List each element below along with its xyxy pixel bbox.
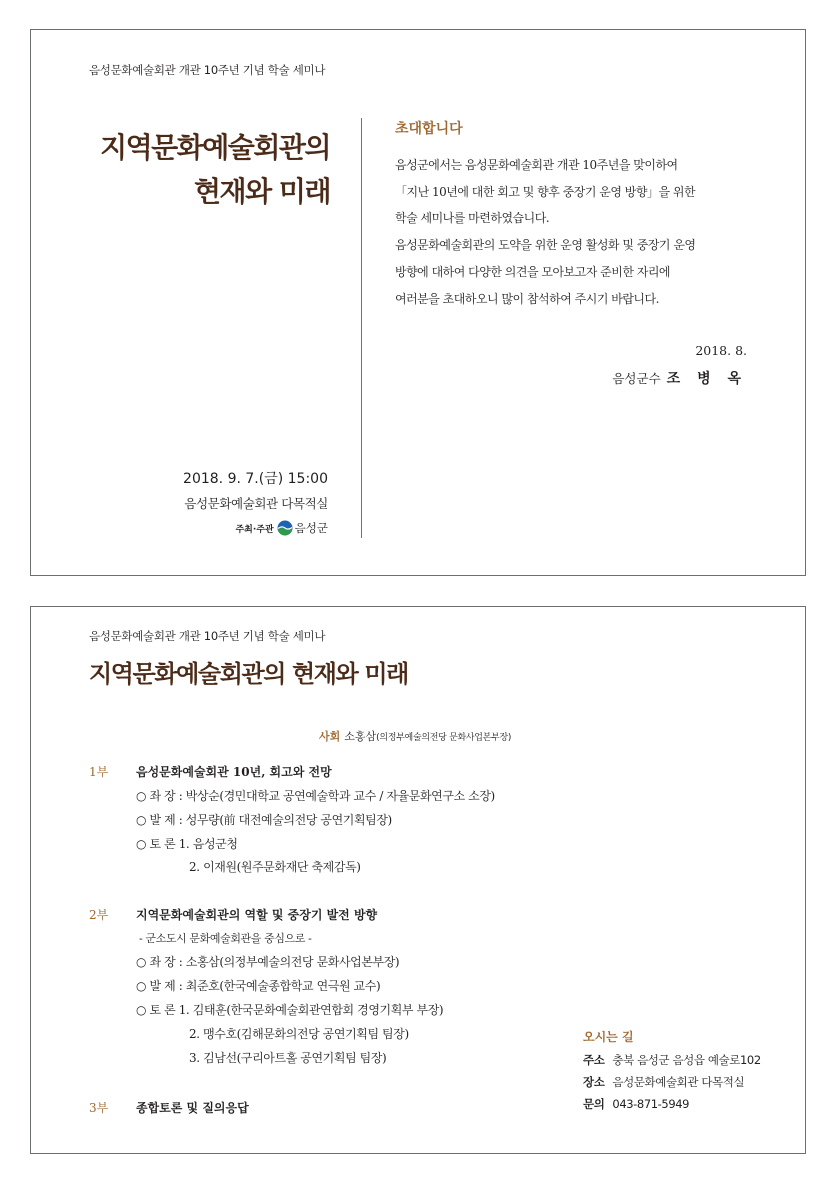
- program-series-label: 음성문화예술회관 개관 10주년 기념 학술 세미나: [89, 629, 326, 643]
- invitation-date: 2018. 8.: [695, 343, 747, 358]
- moderator: [319, 728, 511, 744]
- directions-place: [583, 1074, 744, 1090]
- moderator-label: 사회: [319, 730, 341, 743]
- invitation-body-line: 음성문화예술회관의 도약을 위한 운영 활성화 및 중장기 운영: [395, 238, 696, 253]
- directions-address: [583, 1052, 761, 1068]
- part1-label: 1부: [89, 765, 109, 779]
- event-venue: 음성문화예술회관 다목적실: [184, 496, 328, 511]
- part2-label: 2부: [89, 908, 109, 922]
- part2-discussion2: 2. 맹수호(김해문화의전당 공연기획팀 팀장): [189, 1027, 409, 1041]
- sender-name: 조 병 옥: [666, 371, 747, 387]
- invitation-body-line: 방향에 대하여 다양한 의견을 모아보고자 준비한 자리에: [395, 264, 671, 279]
- invitation-body-line: 음성군에서는 음성문화예술회관 개관 10주년을 맞이하여: [395, 158, 678, 172]
- invitation-card: [30, 29, 806, 576]
- seminar-series-label: 음성문화예술회관 개관 10주년 기념 학술 세미나: [89, 63, 326, 77]
- address-label: 주소: [583, 1053, 605, 1067]
- part1-title: 음성문화예술회관 10년, 회고와 전망: [136, 765, 332, 779]
- part2-subtitle: - 군소도시 문화예술회관을 중심으로 -: [139, 932, 312, 945]
- program-title: 지역문화예술회관의 현재와 미래: [89, 659, 408, 688]
- moderator-affiliation: (의정부예술의전당 문화사업본부장): [376, 733, 512, 743]
- event-datetime: 2018. 9. 7.(금) 15:00: [183, 471, 328, 487]
- part2-presenter: ○ 발 제 : 최준호(한국예술종합학교 연극원 교수): [136, 979, 381, 993]
- part2-title: 지역문화예술회관의 역할 및 중장기 발전 방향: [136, 908, 378, 922]
- address-value: 충북 음성군 음성읍 예술로102: [612, 1053, 761, 1067]
- part1-discussion2: 2. 이재원(원주문화재단 축제감독): [189, 860, 361, 874]
- invitation-title-line2: 현재와 미래: [194, 175, 330, 208]
- sender-title: 음성군수: [612, 371, 661, 386]
- organizer-label: 주최·주관: [235, 524, 274, 535]
- invitation-body: [395, 152, 755, 312]
- directions-title: 오시는 길: [583, 1030, 634, 1044]
- part2-discussion3: 3. 김남선(구리아트홀 공연기획팀 팀장): [189, 1051, 387, 1065]
- invitation-body-line: 여러분을 초대하오니 많이 참석하여 주시기 바랍니다.: [395, 291, 659, 306]
- place-label: 장소: [583, 1075, 605, 1089]
- part1-presenter: ○ 발 제 : 성무량(前 대전예술의전당 공연기획팀장): [136, 813, 392, 827]
- county-logo-icon: [277, 520, 293, 536]
- part3-title: 종합토론 및 질의응답: [136, 1101, 249, 1115]
- part3-label: 3부: [89, 1101, 109, 1115]
- part2-chair: ○ 좌 장 : 소홍삼(의정부예술의전당 문화사업본부장): [136, 955, 400, 969]
- moderator-name: 소홍삼: [344, 730, 377, 743]
- part2-discussion1: ○ 토 론 1. 김태훈(한국문화예술회관연합회 경영기획부 부장): [136, 1003, 444, 1017]
- contact-value: 043-871-5949: [612, 1097, 690, 1111]
- invitation-body-line: 학술 세미나를 마련하였습니다.: [395, 211, 550, 226]
- contact-label: 문의: [583, 1097, 605, 1111]
- organizer: [235, 520, 328, 536]
- vertical-divider: [361, 118, 362, 538]
- directions-contact: [583, 1096, 689, 1112]
- part1-chair: ○ 좌 장 : 박상순(경민대학교 공연예술학과 교수 / 자율문화연구소 소장): [136, 789, 495, 803]
- invitation-sender: [612, 368, 747, 388]
- program-card: [30, 606, 806, 1154]
- place-value: 음성문화예술회관 다목적실: [612, 1075, 745, 1089]
- invitation-body-line: 「지난 10년에 대한 회고 및 향후 중장기 운영 방향」을 위한: [395, 184, 696, 199]
- invitation-title-line1: 지역문화예술회관의: [100, 131, 330, 164]
- part1-discussion1: ○ 토 론 1. 음성군청: [136, 837, 238, 851]
- invitation-heading: 초대합니다: [395, 121, 463, 137]
- organizer-name: 음성군: [294, 521, 328, 535]
